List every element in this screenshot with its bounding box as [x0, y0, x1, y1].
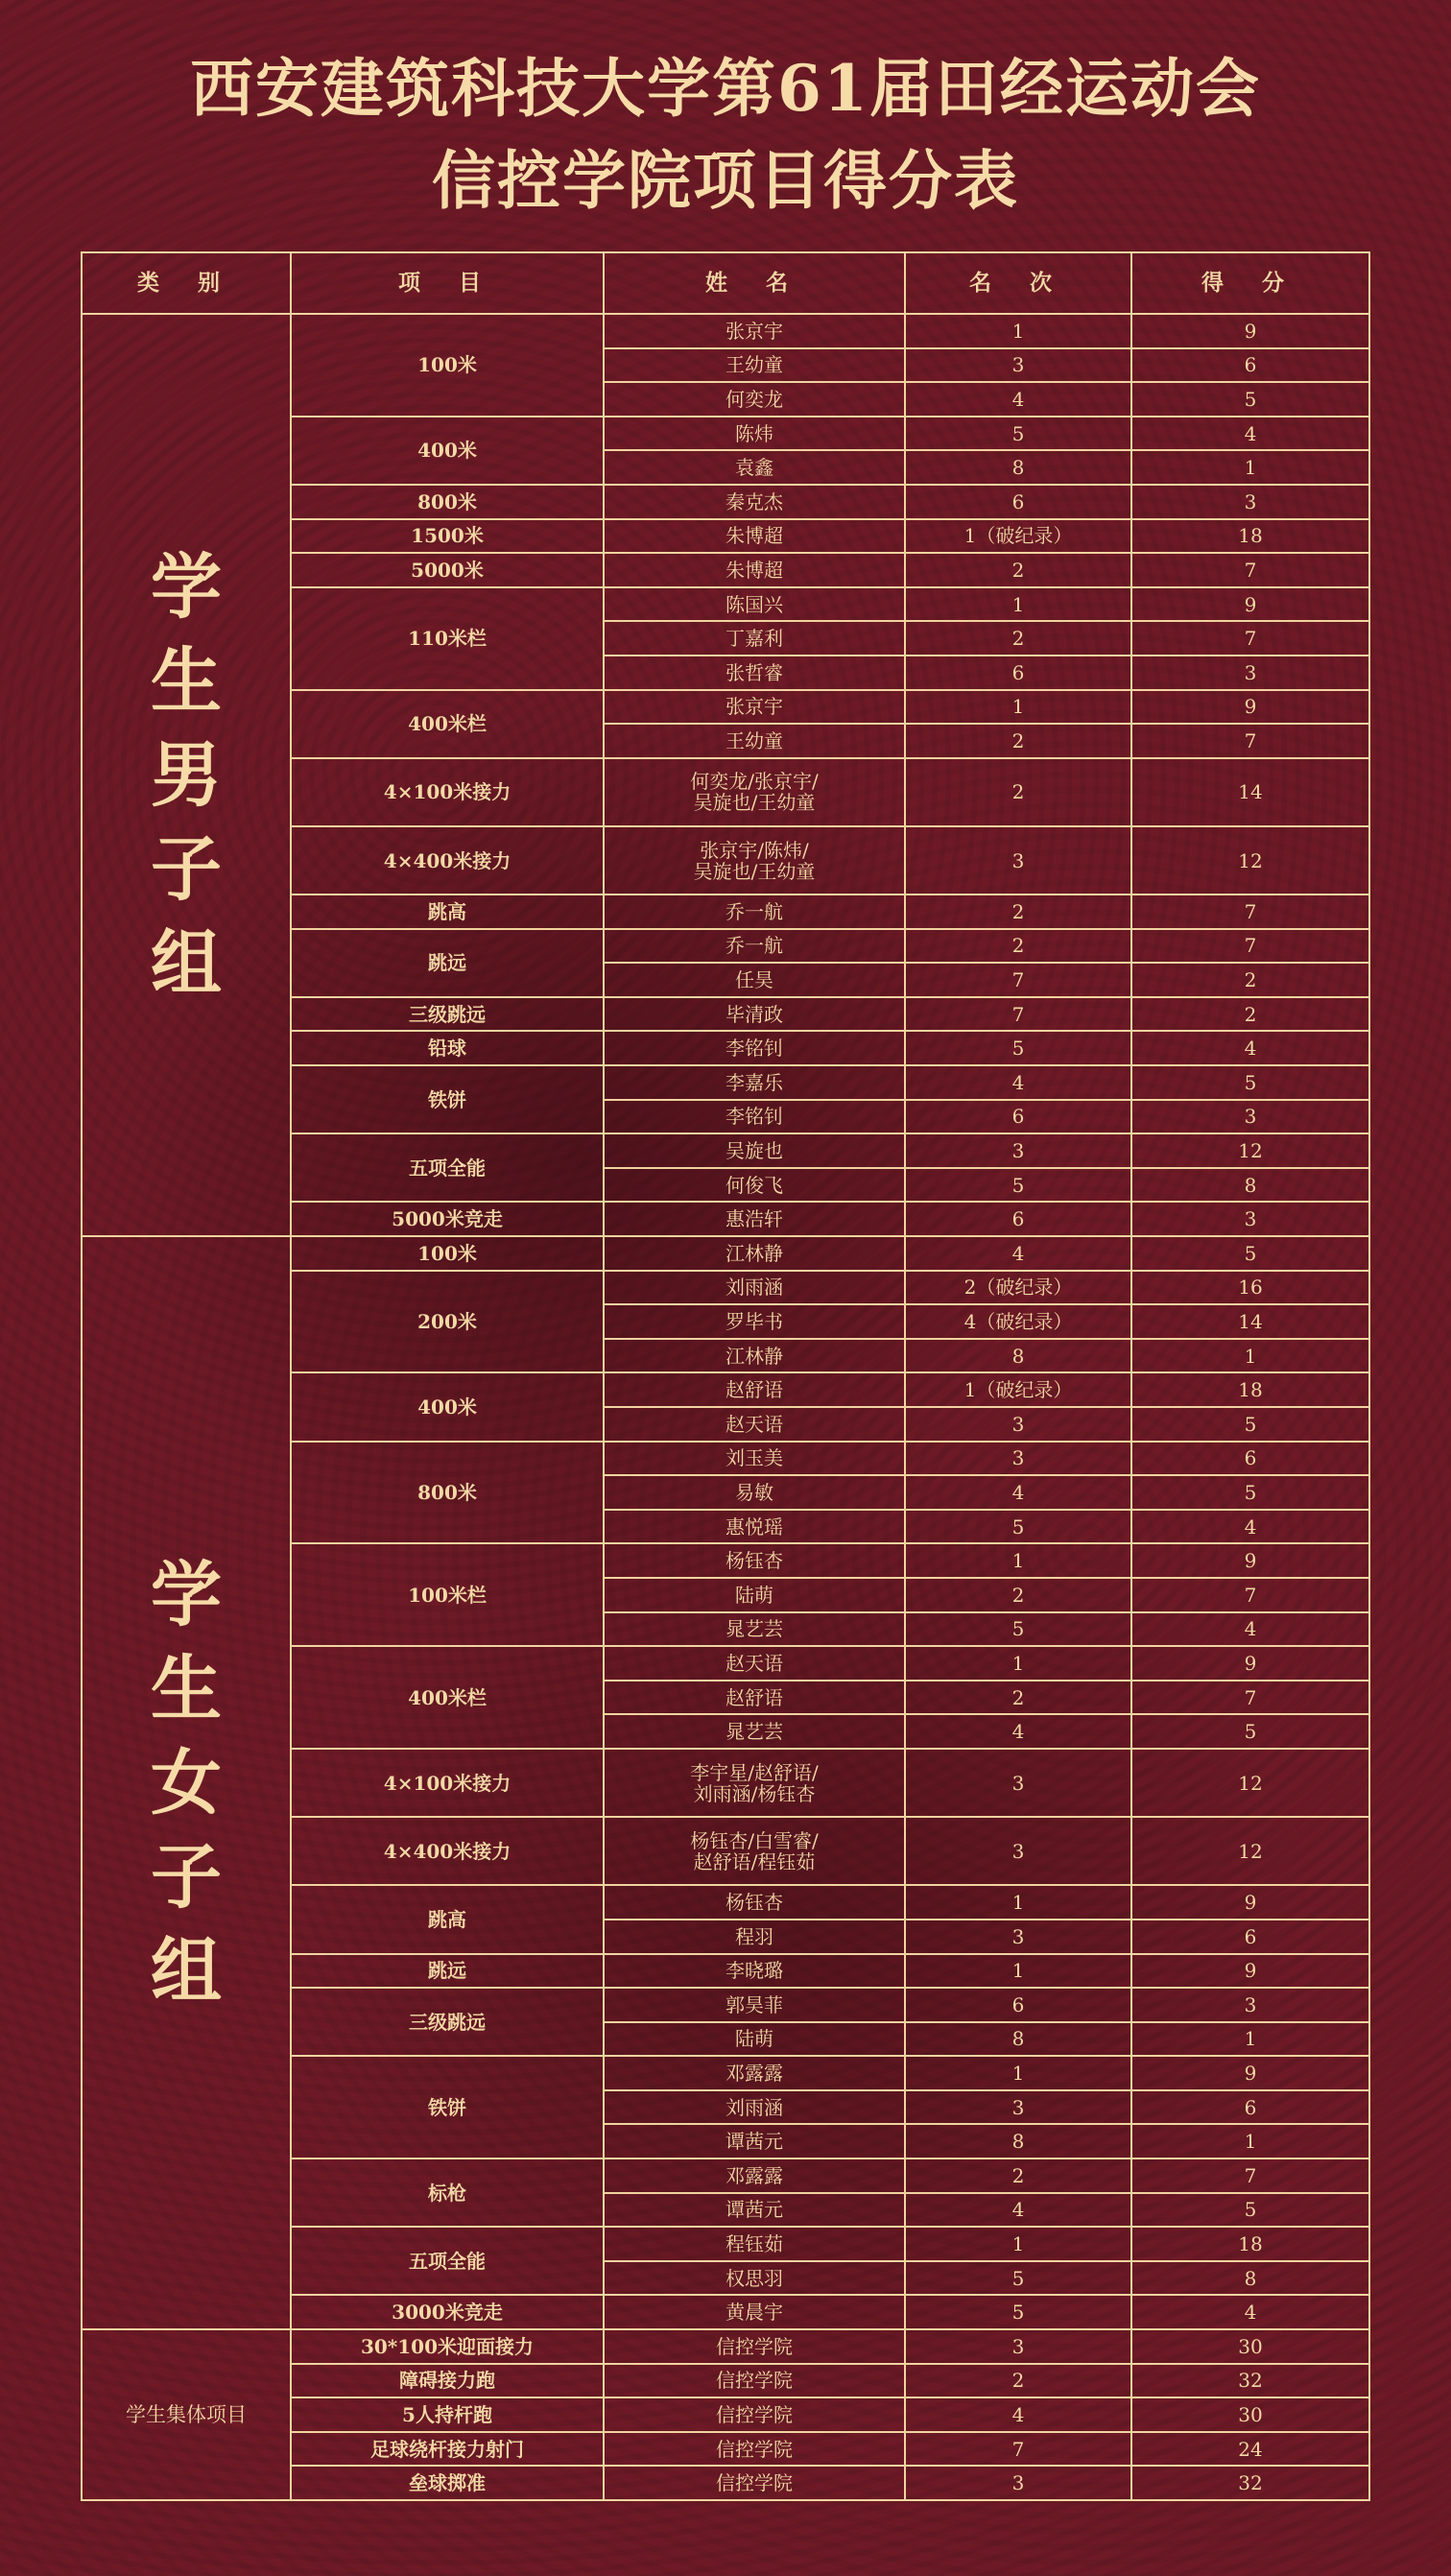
- event-cell: 三级跳远: [291, 1988, 604, 2056]
- score-cell: 3: [1131, 656, 1369, 690]
- rank-cell: 2: [905, 724, 1131, 758]
- score-cell: 5: [1131, 1714, 1369, 1749]
- rank-cell: 4: [905, 382, 1131, 417]
- score-cell: 7: [1131, 621, 1369, 656]
- score-cell: 4: [1131, 1510, 1369, 1544]
- title-line-2: 信控学院项目得分表: [432, 143, 1019, 218]
- score-cell: 18: [1131, 519, 1369, 554]
- group-label: 学生集体项目: [82, 2329, 291, 2500]
- event-cell: 五项全能: [291, 1133, 604, 1202]
- score-cell: 12: [1131, 826, 1369, 894]
- event-cell: 400米: [291, 417, 604, 485]
- name-cell: 杨钰杏/白雪睿/ 赵舒语/程钰茹: [604, 1817, 905, 1885]
- rank-cell: 8: [905, 1339, 1131, 1373]
- name-cell: 郭昊菲: [604, 1988, 905, 2022]
- rank-cell: 8: [905, 2022, 1131, 2057]
- score-cell: 1: [1131, 450, 1369, 485]
- score-cell: 12: [1131, 1133, 1369, 1168]
- name-cell: 赵舒语: [604, 1681, 905, 1715]
- rank-cell: 1: [905, 1646, 1131, 1681]
- name-cell: 任昊: [604, 963, 905, 997]
- score-cell: 9: [1131, 1646, 1369, 1681]
- header-event: 项 目: [291, 252, 604, 314]
- header-row: [82, 252, 1369, 314]
- name-cell: 权思羽: [604, 2261, 905, 2296]
- rank-cell: 2: [905, 2159, 1131, 2193]
- title-line-1: 西安建筑科技大学第61届田经运动会: [190, 51, 1261, 126]
- rank-cell: 5: [905, 2261, 1131, 2296]
- score-cell: 32: [1131, 2466, 1369, 2500]
- score-cell: 3: [1131, 1988, 1369, 2022]
- event-cell: 800米: [291, 485, 604, 519]
- name-cell: 张京宇: [604, 314, 905, 348]
- name-cell: 张哲睿: [604, 656, 905, 690]
- name-cell: 程钰茹: [604, 2227, 905, 2261]
- score-cell: 6: [1131, 1442, 1369, 1476]
- score-cell: 1: [1131, 1339, 1369, 1373]
- event-cell: 400米栏: [291, 690, 604, 758]
- rank-cell: 7: [905, 997, 1131, 1032]
- name-cell: 乔一航: [604, 929, 905, 964]
- rank-cell: 6: [905, 1100, 1131, 1134]
- name-cell: 毕清政: [604, 997, 905, 1032]
- event-cell: 1500米: [291, 519, 604, 554]
- rank-cell: 4: [905, 1065, 1131, 1100]
- score-cell: 7: [1131, 724, 1369, 758]
- rank-cell: 1: [905, 1885, 1131, 1920]
- name-cell: 何奕龙/张京宇/ 吴旋也/王幼童: [604, 758, 905, 826]
- name-cell: 陆萌: [604, 1578, 905, 1612]
- rank-cell: 3: [905, 1749, 1131, 1817]
- rank-cell: 7: [905, 2432, 1131, 2467]
- event-cell: 30*100米迎面接力: [291, 2329, 604, 2364]
- rank-cell: 3: [905, 2090, 1131, 2125]
- name-cell: 李晓璐: [604, 1954, 905, 1989]
- name-cell: 张京宇: [604, 690, 905, 725]
- rank-cell: 4: [905, 1475, 1131, 1510]
- rank-cell: 8: [905, 450, 1131, 485]
- score-cell: 9: [1131, 2056, 1369, 2090]
- rank-cell: 3: [905, 2329, 1131, 2364]
- table-body: [82, 314, 1369, 2500]
- score-cell: 4: [1131, 2295, 1369, 2329]
- name-cell: 罗毕书: [604, 1304, 905, 1339]
- rank-cell: 6: [905, 1202, 1131, 1236]
- name-cell: 刘雨涵: [604, 2090, 905, 2125]
- score-cell: 18: [1131, 2227, 1369, 2261]
- name-cell: 易敏: [604, 1475, 905, 1510]
- score-cell: 9: [1131, 1954, 1369, 1989]
- event-cell: 足球绕杆接力射门: [291, 2432, 604, 2467]
- event-cell: 5000米: [291, 553, 604, 587]
- event-cell: 4×100米接力: [291, 1749, 604, 1817]
- event-cell: 铁饼: [291, 1065, 604, 1133]
- event-cell: 跳高: [291, 894, 604, 929]
- name-cell: 丁嘉利: [604, 621, 905, 656]
- score-cell: 6: [1131, 1920, 1369, 1954]
- rank-cell: 8: [905, 2124, 1131, 2159]
- score-cell: 24: [1131, 2432, 1369, 2467]
- score-cell: 2: [1131, 997, 1369, 1032]
- name-cell: 何俊飞: [604, 1168, 905, 1203]
- name-cell: 李铭钊: [604, 1031, 905, 1065]
- name-cell: 惠悦瑶: [604, 1510, 905, 1544]
- name-cell: 陈炜: [604, 417, 905, 451]
- name-cell: 张京宇/陈炜/ 吴旋也/王幼童: [604, 826, 905, 894]
- score-cell: 12: [1131, 1817, 1369, 1885]
- score-cell: 12: [1131, 1749, 1369, 1817]
- name-cell: 陆萌: [604, 2022, 905, 2057]
- score-cell: 8: [1131, 2261, 1369, 2296]
- name-cell: 刘雨涵: [604, 1271, 905, 1305]
- rank-cell: 1: [905, 1954, 1131, 1989]
- rank-cell: 1: [905, 690, 1131, 725]
- name-cell: 谭茜元: [604, 2124, 905, 2159]
- name-cell: 黄晨宇: [604, 2295, 905, 2329]
- rank-cell: 2: [905, 1578, 1131, 1612]
- rank-cell: 6: [905, 485, 1131, 519]
- group-label: 学 生 女 子 组: [82, 1236, 291, 2329]
- rank-cell: 4: [905, 2193, 1131, 2228]
- event-cell: 5人持杆跑: [291, 2397, 604, 2432]
- table-row: [82, 1236, 1369, 1271]
- name-cell: 江林静: [604, 1339, 905, 1373]
- rank-cell: 4: [905, 1236, 1131, 1271]
- event-cell: 铅球: [291, 1031, 604, 1065]
- name-cell: 谭茜元: [604, 2193, 905, 2228]
- score-cell: 9: [1131, 1885, 1369, 1920]
- name-cell: 邓露露: [604, 2056, 905, 2090]
- name-cell: 信控学院: [604, 2432, 905, 2467]
- event-cell: 垒球掷准: [291, 2466, 604, 2500]
- rank-cell: 4（破纪录）: [905, 1304, 1131, 1339]
- rank-cell: 1: [905, 2056, 1131, 2090]
- event-cell: 五项全能: [291, 2227, 604, 2295]
- rank-cell: 5: [905, 1510, 1131, 1544]
- name-cell: 信控学院: [604, 2466, 905, 2500]
- event-cell: 标枪: [291, 2159, 604, 2227]
- score-cell: 9: [1131, 587, 1369, 622]
- event-cell: 铁饼: [291, 2056, 604, 2159]
- score-cell: 4: [1131, 417, 1369, 451]
- rank-cell: 2: [905, 929, 1131, 964]
- name-cell: 程羽: [604, 1920, 905, 1954]
- score-cell: 7: [1131, 553, 1369, 587]
- name-cell: 信控学院: [604, 2329, 905, 2364]
- header-category: 类 别: [82, 252, 291, 314]
- score-cell: 9: [1131, 1543, 1369, 1578]
- name-cell: 邓露露: [604, 2159, 905, 2193]
- event-cell: 100米: [291, 314, 604, 417]
- table-row: [82, 2329, 1369, 2364]
- score-cell: 7: [1131, 1578, 1369, 1612]
- name-cell: 乔一航: [604, 894, 905, 929]
- rank-cell: 1（破纪录）: [905, 1372, 1131, 1407]
- score-cell: 9: [1131, 690, 1369, 725]
- score-cell: 5: [1131, 382, 1369, 417]
- score-cell: 7: [1131, 1681, 1369, 1715]
- score-cell: 5: [1131, 2193, 1369, 2228]
- name-cell: 晁艺芸: [604, 1714, 905, 1749]
- score-cell: 6: [1131, 348, 1369, 383]
- event-cell: 跳远: [291, 929, 604, 997]
- rank-cell: 2: [905, 1681, 1131, 1715]
- score-cell: 5: [1131, 1407, 1369, 1442]
- name-cell: 晁艺芸: [604, 1612, 905, 1647]
- event-cell: 4×400米接力: [291, 1817, 604, 1885]
- event-cell: 三级跳远: [291, 997, 604, 1032]
- name-cell: 李铭钊: [604, 1100, 905, 1134]
- score-cell: 5: [1131, 1475, 1369, 1510]
- score-cell: 7: [1131, 929, 1369, 964]
- name-cell: 杨钰杏: [604, 1885, 905, 1920]
- event-cell: 5000米竞走: [291, 1202, 604, 1236]
- event-cell: 跳远: [291, 1954, 604, 1989]
- score-cell: 5: [1131, 1236, 1369, 1271]
- score-cell: 1: [1131, 2022, 1369, 2057]
- rank-cell: 2: [905, 621, 1131, 656]
- event-cell: 4×100米接力: [291, 758, 604, 826]
- name-cell: 王幼童: [604, 724, 905, 758]
- name-cell: 刘玉美: [604, 1442, 905, 1476]
- name-cell: 袁鑫: [604, 450, 905, 485]
- rank-cell: 3: [905, 826, 1131, 894]
- score-cell: 4: [1131, 1612, 1369, 1647]
- event-cell: 100米: [291, 1236, 604, 1271]
- rank-cell: 3: [905, 2466, 1131, 2500]
- score-cell: 3: [1131, 1100, 1369, 1134]
- score-cell: 30: [1131, 2329, 1369, 2364]
- name-cell: 陈国兴: [604, 587, 905, 622]
- score-cell: 8: [1131, 1168, 1369, 1203]
- score-cell: 4: [1131, 1031, 1369, 1065]
- event-cell: 800米: [291, 1442, 604, 1544]
- score-cell: 6: [1131, 2090, 1369, 2125]
- rank-cell: 3: [905, 348, 1131, 383]
- rank-cell: 3: [905, 1442, 1131, 1476]
- name-cell: 李宇星/赵舒语/ 刘雨涵/杨钰杏: [604, 1749, 905, 1817]
- name-cell: 吴旋也: [604, 1133, 905, 1168]
- rank-cell: 5: [905, 1168, 1131, 1203]
- event-cell: 跳高: [291, 1885, 604, 1953]
- event-cell: 200米: [291, 1271, 604, 1373]
- name-cell: 赵天语: [604, 1646, 905, 1681]
- event-cell: 3000米竞走: [291, 2295, 604, 2329]
- score-cell: 14: [1131, 758, 1369, 826]
- score-cell: 2: [1131, 963, 1369, 997]
- event-cell: 4×400米接力: [291, 826, 604, 894]
- name-cell: 江林静: [604, 1236, 905, 1271]
- score-cell: 7: [1131, 2159, 1369, 2193]
- event-cell: 110米栏: [291, 587, 604, 690]
- rank-cell: 1: [905, 1543, 1131, 1578]
- score-cell: 18: [1131, 1372, 1369, 1407]
- rank-cell: 2（破纪录）: [905, 1271, 1131, 1305]
- score-table: [81, 251, 1370, 2501]
- rank-cell: 6: [905, 1988, 1131, 2022]
- rank-cell: 6: [905, 656, 1131, 690]
- name-cell: 何奕龙: [604, 382, 905, 417]
- rank-cell: 5: [905, 1031, 1131, 1065]
- name-cell: 朱博超: [604, 553, 905, 587]
- rank-cell: 3: [905, 1133, 1131, 1168]
- rank-cell: 5: [905, 1612, 1131, 1647]
- rank-cell: 1: [905, 314, 1131, 348]
- rank-cell: 3: [905, 1407, 1131, 1442]
- rank-cell: 2: [905, 894, 1131, 929]
- name-cell: 王幼童: [604, 348, 905, 383]
- rank-cell: 2: [905, 553, 1131, 587]
- name-cell: 秦克杰: [604, 485, 905, 519]
- score-cell: 14: [1131, 1304, 1369, 1339]
- score-cell: 9: [1131, 314, 1369, 348]
- score-cell: 16: [1131, 1271, 1369, 1305]
- score-cell: 32: [1131, 2364, 1369, 2398]
- rank-cell: 1: [905, 2227, 1131, 2261]
- group-label: 学 生 男 子 组: [82, 314, 291, 1236]
- rank-cell: 7: [905, 963, 1131, 997]
- rank-cell: 2: [905, 2364, 1131, 2398]
- score-cell: 5: [1131, 1065, 1369, 1100]
- name-cell: 信控学院: [604, 2397, 905, 2432]
- rank-cell: 2: [905, 758, 1131, 826]
- score-cell: 1: [1131, 2124, 1369, 2159]
- score-cell: 30: [1131, 2397, 1369, 2432]
- score-cell: 3: [1131, 1202, 1369, 1236]
- rank-cell: 5: [905, 2295, 1131, 2329]
- rank-cell: 4: [905, 2397, 1131, 2432]
- rank-cell: 1: [905, 587, 1131, 622]
- name-cell: 朱博超: [604, 519, 905, 554]
- event-cell: 障碍接力跑: [291, 2364, 604, 2398]
- event-cell: 400米: [291, 1372, 604, 1441]
- score-cell: 3: [1131, 485, 1369, 519]
- name-cell: 信控学院: [604, 2364, 905, 2398]
- event-cell: 100米栏: [291, 1543, 604, 1646]
- table-row: [82, 314, 1369, 348]
- rank-cell: 4: [905, 1714, 1131, 1749]
- header-score: 得 分: [1131, 252, 1369, 314]
- score-cell: 7: [1131, 894, 1369, 929]
- event-cell: 400米栏: [291, 1646, 604, 1749]
- header-name: 姓 名: [604, 252, 905, 314]
- name-cell: 赵舒语: [604, 1372, 905, 1407]
- rank-cell: 5: [905, 417, 1131, 451]
- rank-cell: 1（破纪录）: [905, 519, 1131, 554]
- rank-cell: 3: [905, 1920, 1131, 1954]
- rank-cell: 3: [905, 1817, 1131, 1885]
- name-cell: 杨钰杏: [604, 1543, 905, 1578]
- name-cell: 赵天语: [604, 1407, 905, 1442]
- header-rank: 名 次: [905, 252, 1131, 314]
- name-cell: 惠浩轩: [604, 1202, 905, 1236]
- name-cell: 李嘉乐: [604, 1065, 905, 1100]
